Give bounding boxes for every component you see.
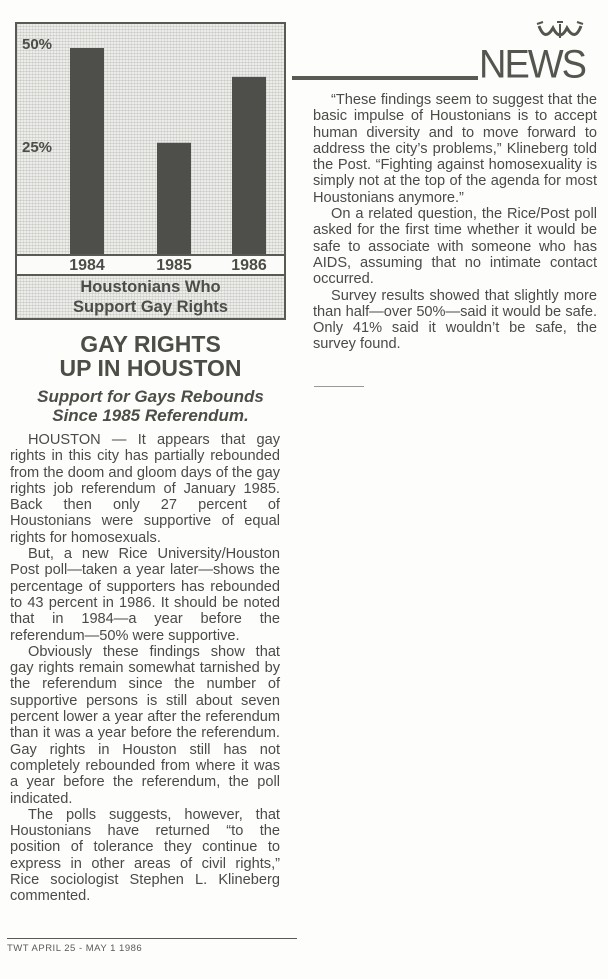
x-axis-band xyxy=(17,254,284,276)
news-section-logo xyxy=(479,20,591,88)
paragraph: But, a new Rice University/Houston Post poll—taken a year later—shows the percentage of supporters has rebounded to 43 percent in 1986. It should be noted that in 1984—a year before the referendum—50% were supportive. xyxy=(10,546,280,644)
headline-line: UP IN HOUSTON xyxy=(59,355,242,381)
x-tick-label: 1986 xyxy=(231,257,267,274)
y-tick-label: 50% xyxy=(22,36,53,53)
bar-1985 xyxy=(157,143,191,254)
bar-chart xyxy=(15,22,286,320)
x-tick-label: 1984 xyxy=(69,257,105,274)
subhead-line: Since 1985 Referendum. xyxy=(52,406,249,425)
headline-line: GAY RIGHTS xyxy=(80,331,221,357)
column-end-rule xyxy=(314,386,364,387)
chart-title-line: Houstonians Who xyxy=(80,278,221,296)
section-label: NEWS xyxy=(479,42,585,88)
x-tick-label: 1985 xyxy=(156,257,192,274)
footer-rule xyxy=(7,938,297,939)
paragraph: HOUSTON — It appears that gay rights in this city has partially rebounded from the doom and gloom days of the gay rights job referendum of January 1985. Back then only 27 percent of Houstonians were supportive of equal rights for homosexuals. xyxy=(10,432,280,546)
article-subhead xyxy=(15,387,286,425)
article-headline xyxy=(15,332,286,380)
y-tick-label: 25% xyxy=(22,139,53,156)
chart-title xyxy=(17,276,284,318)
paragraph: On a related question, the Rice/Post poll asked for the first time whether it would be safe to associate with someone who has AIDS, assuming that no intimate contact occurred. xyxy=(313,206,597,288)
article-column-left xyxy=(10,432,280,905)
article-column-right xyxy=(313,92,597,353)
section-rule xyxy=(292,76,478,80)
chart-plot-area xyxy=(17,24,284,254)
bar-1986 xyxy=(232,77,266,254)
chart-title-line: Support Gay Rights xyxy=(73,298,228,316)
paragraph: Obviously these findings show that gay rights remain somewhat tarnished by the referendum since the number of supportive persons is still about seven percent lower a year after the referendum than it was a year before the referendum. Gay rights in Houston still has not completely rebounded from where it was a year before the referendum, the poll indicated. xyxy=(10,643,280,807)
paragraph: “These findings seem to suggest that the basic impulse of Houstonians is to accept human diversity and to move forward to address the city’s problems,” Klineberg told the Post. “Fighting against homosexuality is simply not at the top of the agenda for most Houstonians anymore.” xyxy=(313,92,597,206)
paragraph: The polls suggests, however, that Houstonians have returned “to the position of tolerance they continue to express in other areas of civil rights,” Rice sociologist Stephen L. Klineberg commented. xyxy=(10,806,280,905)
bar-1984 xyxy=(70,48,104,254)
paragraph: Survey results showed that slightly more than half—over 50%—said it would be safe. Only 41% said it wouldn’t be safe, the survey found. xyxy=(313,287,597,353)
subhead-line: Support for Gays Rebounds xyxy=(37,387,264,406)
page-footer: TWT APRIL 25 - MAY 1 1986 xyxy=(7,943,143,954)
